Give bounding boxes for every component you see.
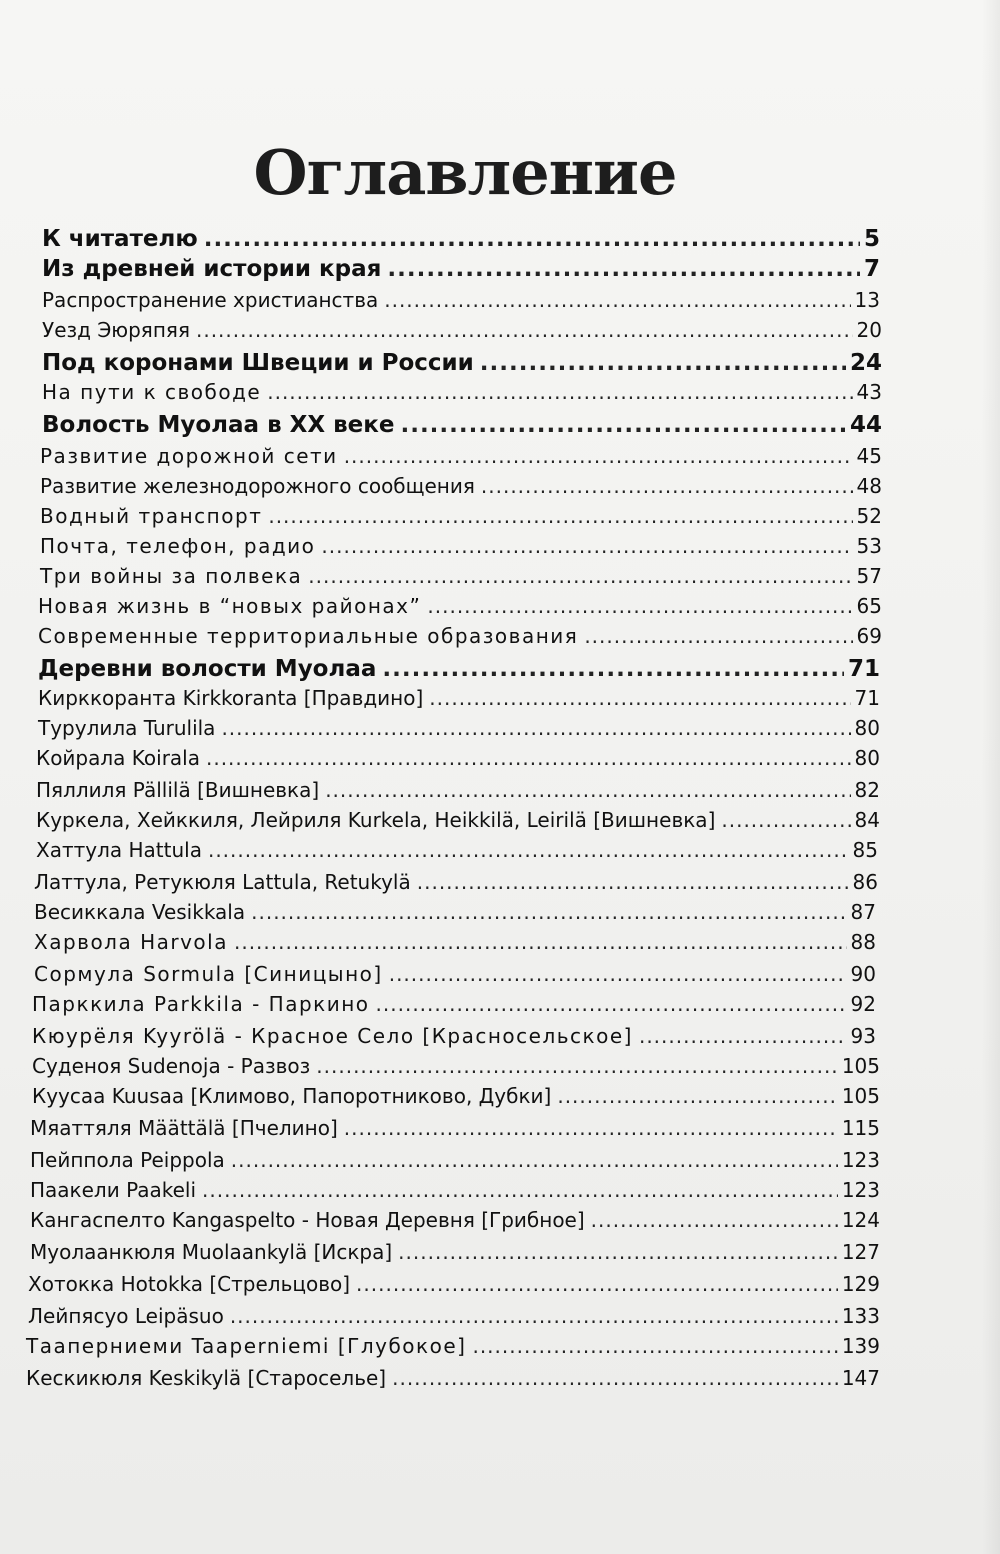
toc-entry [34, 962, 876, 992]
toc-entry [32, 1084, 880, 1114]
dot-leader [480, 350, 846, 376]
dot-leader [316, 1054, 838, 1078]
toc-entry-title: Муолаанкюля Muolaankylä [Искра] [30, 1240, 393, 1264]
toc-entry-title: Паакели Paakeli [30, 1178, 197, 1202]
toc-entry-title: Волость Муолаа в XX веке [42, 412, 395, 438]
dot-leader [234, 930, 847, 954]
toc-entry-title: Хотокка Hotokka [Стрельцово] [28, 1272, 351, 1296]
toc-entry [34, 900, 876, 930]
toc-entry-title: Распространение христианства [42, 288, 379, 312]
toc-entry [36, 808, 880, 838]
dot-leader [356, 1272, 838, 1296]
toc-page-number: 52 [856, 504, 882, 528]
dot-leader [308, 564, 852, 588]
dot-leader [429, 686, 850, 710]
dot-leader [204, 226, 860, 252]
toc-entry [30, 1148, 880, 1178]
toc-page-number: 80 [854, 746, 880, 770]
dot-leader [721, 808, 850, 832]
dot-leader [472, 1334, 837, 1358]
toc-entry [26, 1366, 880, 1396]
toc-entry [40, 444, 882, 474]
toc-entry [38, 624, 882, 654]
toc-page-number: 48 [856, 474, 882, 498]
toc-entry [28, 1304, 880, 1334]
dot-leader [427, 594, 852, 618]
page-title: Оглавление [253, 136, 677, 209]
dot-leader [387, 256, 860, 282]
toc-page-number: 123 [841, 1148, 880, 1172]
toc-entry-title: Пяллиля Pällilä [Вишневка] [36, 778, 320, 802]
toc-entry-title: Лейпясуо Leipäsuo [28, 1304, 224, 1328]
dot-leader [557, 1084, 837, 1108]
toc-entry-title: Деревни волости Муолаа [38, 656, 377, 682]
toc-entry [38, 686, 880, 716]
toc-page-number: 86 [852, 870, 878, 894]
toc-entry-title: Почта, телефон, радио [40, 534, 316, 558]
dot-leader [591, 1208, 838, 1232]
dot-leader [202, 1178, 838, 1202]
toc-entry [32, 1054, 880, 1084]
dot-leader [376, 992, 847, 1016]
toc-entry-title: Куусаа Kuusaa [Климово, Папоротниково, Дубки] [32, 1084, 552, 1108]
toc-entry-title: Уезд Эюряпяя [42, 318, 190, 342]
toc-entry-title: Парккила Parkkila - Паркино [32, 992, 370, 1016]
toc-page-number: 139 [841, 1334, 880, 1358]
toc-entry-title: Пейппола Peippola [30, 1148, 225, 1172]
toc-entry [38, 594, 882, 624]
dot-leader [639, 1024, 847, 1048]
toc-page-number: 80 [854, 716, 880, 740]
toc-page-number: 123 [841, 1178, 880, 1202]
toc-page-number: 84 [854, 808, 880, 832]
toc-entry-title: Кангаспелто Kangaspelto - Новая Деревня [Грибное] [30, 1208, 585, 1232]
dot-leader [584, 624, 852, 648]
dot-leader [392, 1366, 838, 1390]
toc-entry [36, 778, 880, 808]
toc-entry [40, 474, 882, 504]
dot-leader [231, 1148, 838, 1172]
toc-page-number: 71 [854, 686, 880, 710]
toc-page-number: 93 [850, 1024, 876, 1048]
toc-page-number: 87 [850, 900, 876, 924]
dot-leader [230, 1304, 838, 1328]
toc-entry [40, 564, 882, 594]
toc-page-number: 13 [854, 288, 880, 312]
toc-entry [42, 288, 880, 318]
toc-entry [38, 716, 880, 746]
toc-entry [36, 746, 880, 776]
toc-entry-title: Из древней истории края [42, 256, 382, 282]
toc-entry-title: Три войны за полвека [40, 564, 303, 588]
dot-leader [481, 474, 853, 498]
dot-leader [206, 746, 851, 770]
toc-entry-title: Под коронами Швеции и России [42, 350, 474, 376]
toc-page-number: 129 [841, 1272, 880, 1296]
toc-page-number: 71 [847, 656, 880, 682]
toc-entry-title: Кюурёля Kyyrölä - Красное Село [Красносельское] [32, 1024, 633, 1048]
dot-leader [267, 380, 852, 404]
dot-leader [400, 412, 846, 438]
toc-entry [28, 1272, 880, 1302]
toc-page-number: 20 [856, 318, 882, 342]
toc-page-number: 90 [850, 962, 876, 986]
dot-leader [221, 716, 850, 740]
dot-leader [384, 288, 850, 312]
toc-entry-title: Тааперниеми Taaperniemi [Глубокое] [26, 1334, 467, 1358]
dot-leader [389, 962, 847, 986]
toc-section-entry [38, 656, 880, 686]
toc-section-entry [42, 226, 880, 256]
toc-entry-title: Хаттула Hattula [36, 838, 202, 862]
toc-entry [34, 930, 876, 960]
toc-entry [40, 534, 882, 564]
toc-page-number: 115 [841, 1116, 880, 1140]
toc-entry [42, 380, 882, 410]
toc-entry-title: Куркела, Хейккиля, Лейриля Kurkela, Heikkilä, Leirilä [Вишневка] [36, 808, 716, 832]
toc-entry [32, 992, 876, 1022]
toc-entry-title: На пути к свободе [42, 380, 262, 404]
toc-entry [36, 838, 878, 868]
toc-entry-title: К читателю [42, 226, 198, 252]
toc-entry [30, 1208, 880, 1238]
toc-page-number: 44 [849, 412, 882, 438]
dot-leader [417, 870, 849, 894]
toc-section-entry [42, 412, 882, 442]
toc-entry-title: Современные территориальные образования [38, 624, 579, 648]
toc-section-entry [42, 256, 880, 286]
toc-entry [40, 504, 882, 534]
toc-page-number: 24 [849, 350, 882, 376]
toc-entry [30, 1178, 880, 1208]
toc-entry [30, 1116, 880, 1146]
toc-entry-title: Кескикюля Keskikylä [Староселье] [26, 1366, 387, 1390]
toc-entry [42, 318, 882, 348]
dot-leader [268, 504, 852, 528]
dot-leader [325, 778, 850, 802]
toc-page-number: 105 [841, 1054, 880, 1078]
toc-page-number: 69 [856, 624, 882, 648]
toc-entry-title: Новая жизнь в “новых районах” [38, 594, 422, 618]
toc-page-number: 85 [852, 838, 878, 862]
toc-entry-title: Суденоя Sudenoja - Развоз [32, 1054, 311, 1078]
toc-entry-title: Харвола Harvola [34, 930, 228, 954]
toc-entry [30, 1240, 880, 1270]
toc-entry-title: Водный транспорт [40, 504, 263, 528]
toc-entry-title: Сормула Sormula [Синицыно] [34, 962, 383, 986]
dot-leader [398, 1240, 838, 1264]
dot-leader [344, 1116, 838, 1140]
dot-leader [196, 318, 853, 342]
toc-entry-title: Развитие железнодорожного сообщения [40, 474, 475, 498]
toc-entry-title: Развитие дорожной сети [40, 444, 338, 468]
dot-leader [251, 900, 846, 924]
dot-leader [344, 444, 853, 468]
toc-page-number: 127 [841, 1240, 880, 1264]
toc-entry-title: Латтула, Ретукюля Lattula, Retukylä [34, 870, 411, 894]
toc-entry-title: Кирккоранта Kirkkoranta [Правдино] [38, 686, 424, 710]
toc-page-number: 88 [850, 930, 876, 954]
toc-page-number: 105 [841, 1084, 880, 1108]
toc-page-number: 53 [856, 534, 882, 558]
toc-entry [32, 1024, 876, 1054]
toc-entry-title: Турулила Turulila [38, 716, 216, 740]
toc-page-number: 45 [856, 444, 882, 468]
toc-page-number: 147 [841, 1366, 880, 1390]
toc-page-number: 124 [841, 1208, 880, 1232]
dot-leader [321, 534, 852, 558]
toc-page-number: 65 [856, 594, 882, 618]
toc-entry [26, 1334, 880, 1364]
toc-entry [34, 870, 878, 900]
toc-page-number: 43 [856, 380, 882, 404]
toc-entry-title: Мяаттяля Määttälä [Пчелино] [30, 1116, 338, 1140]
toc-page-number: 5 [863, 226, 880, 252]
toc-entry-title: Весиккала Vesikkala [34, 900, 246, 924]
toc-entry-title: Койрала Koirala [36, 746, 200, 770]
toc-section-entry [42, 350, 882, 380]
toc-page-number: 92 [850, 992, 876, 1016]
toc-page-number: 7 [863, 256, 880, 282]
dot-leader [208, 838, 849, 862]
toc-page-number: 82 [854, 778, 880, 802]
toc-page-number: 57 [856, 564, 882, 588]
toc-page-number: 133 [841, 1304, 880, 1328]
dot-leader [382, 656, 844, 682]
